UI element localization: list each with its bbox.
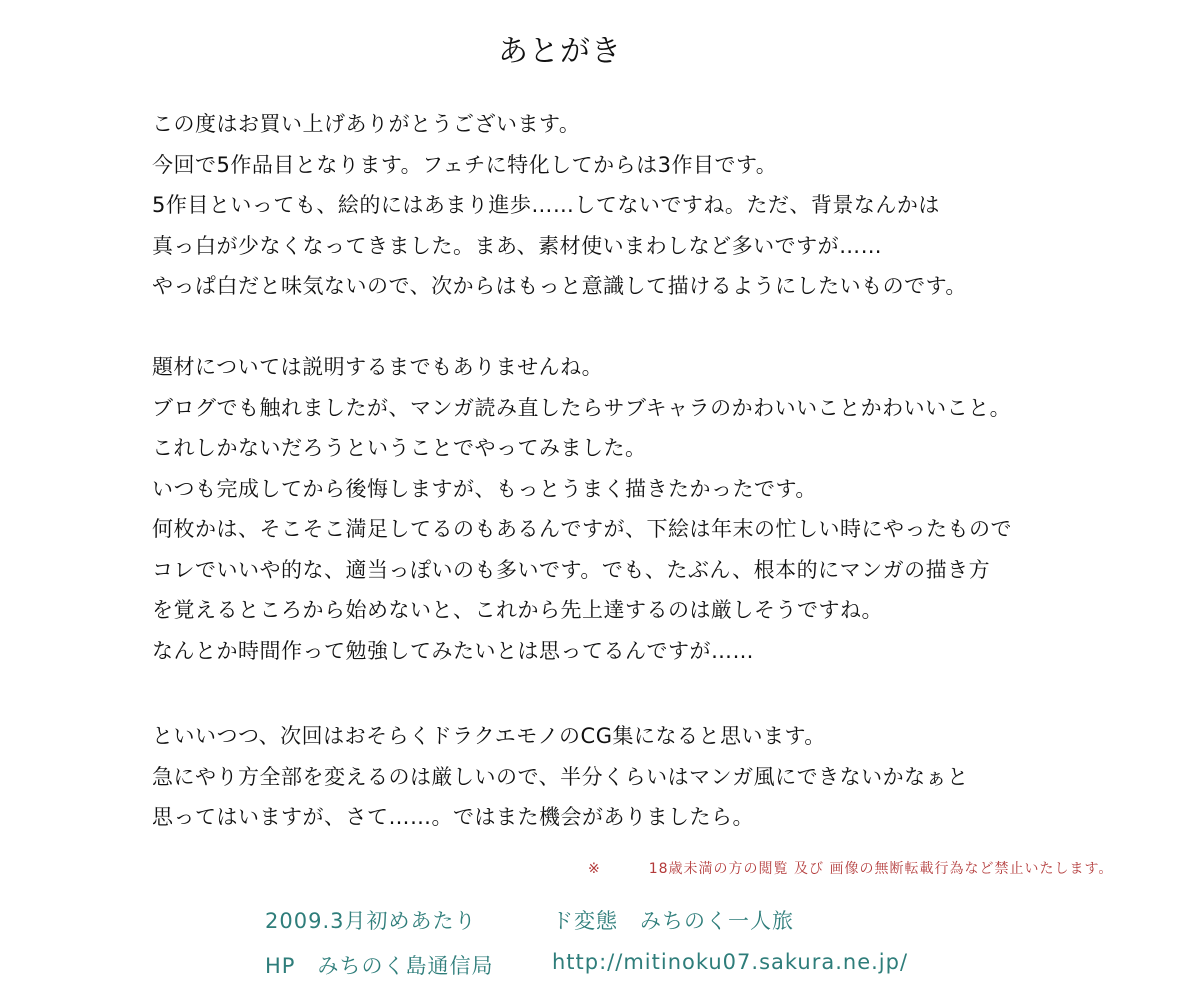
text-line: 題材については説明するまでもありませんね。 (152, 355, 604, 379)
footer-author: ド変態 みちのく一人旅 (552, 909, 794, 933)
text-line: 真っ白が少なくなってきました。まあ、素材使いまわしなど多いですが…… (152, 233, 883, 258)
text-line: 思ってはいますが、さて……。ではまた機会がありましたら。 (152, 805, 754, 829)
footer-credit-row (265, 905, 794, 935)
page-title: あとがき (498, 34, 622, 69)
footer-url: http://mitinoku07.sakura.ne.jp/ (552, 950, 909, 974)
text-line: を覚えるところから始めないと、これから先上達するのは厳しそうですね。 (152, 598, 883, 622)
footer-date: 2009.3月初めあたり (265, 909, 477, 933)
notice-text: 18歳未満の方の閲覧 及び 画像の無断転載行為など禁止いたします。 (648, 861, 1114, 877)
footer-site-label: HP みちのく島通信局 (265, 954, 494, 978)
text-line: 5作目といっても、絵的にはあまり進歩……してないですね。ただ、背景なんかは (152, 193, 940, 217)
text-line: 何枚かは、そこそこ満足してるのもあるんですが、下絵は年末の忙しい時にやったもので (152, 517, 1012, 541)
paragraph-3 (152, 716, 1152, 838)
paragraph-1 (152, 104, 1152, 307)
text-line: ブログでも触れましたが、マンガ読み直したらサブキャラのかわいいことかわいいこと。 (152, 395, 1012, 420)
age-restriction-notice (588, 858, 1113, 878)
text-line: 急にやり方全部を変えるのは厳しいので、半分くらいはマンガ風にできないかなぁと (152, 764, 969, 789)
text-line: なんとか時間作って勉強してみたいとは思ってるんですが…… (152, 638, 754, 663)
text-line: やっぱ白だと味気ないので、次からはもっと意識して描けるようにしたいものです。 (152, 274, 967, 298)
text-line: 今回で5作品目となります。フェチに特化してからは3作目です。 (152, 152, 778, 177)
notice-mark: ※ (588, 861, 601, 877)
text-line: いつも完成してから後悔しますが、もっとうまく描きたかったです。 (152, 476, 817, 501)
text-line: コレでいいや的な、適当っぽいのも多いです。でも、たぶん、根本的にマンガの描き方 (152, 557, 991, 582)
text-line: といいつつ、次回はおそらくドラクエモノのCG集になると思います。 (152, 724, 826, 748)
text-line: この度はお買い上げありがとうございます。 (152, 112, 581, 136)
footer-site-row (265, 950, 909, 980)
paragraph-2 (152, 347, 1152, 671)
text-line: これしかないだろうということでやってみました。 (152, 436, 647, 460)
